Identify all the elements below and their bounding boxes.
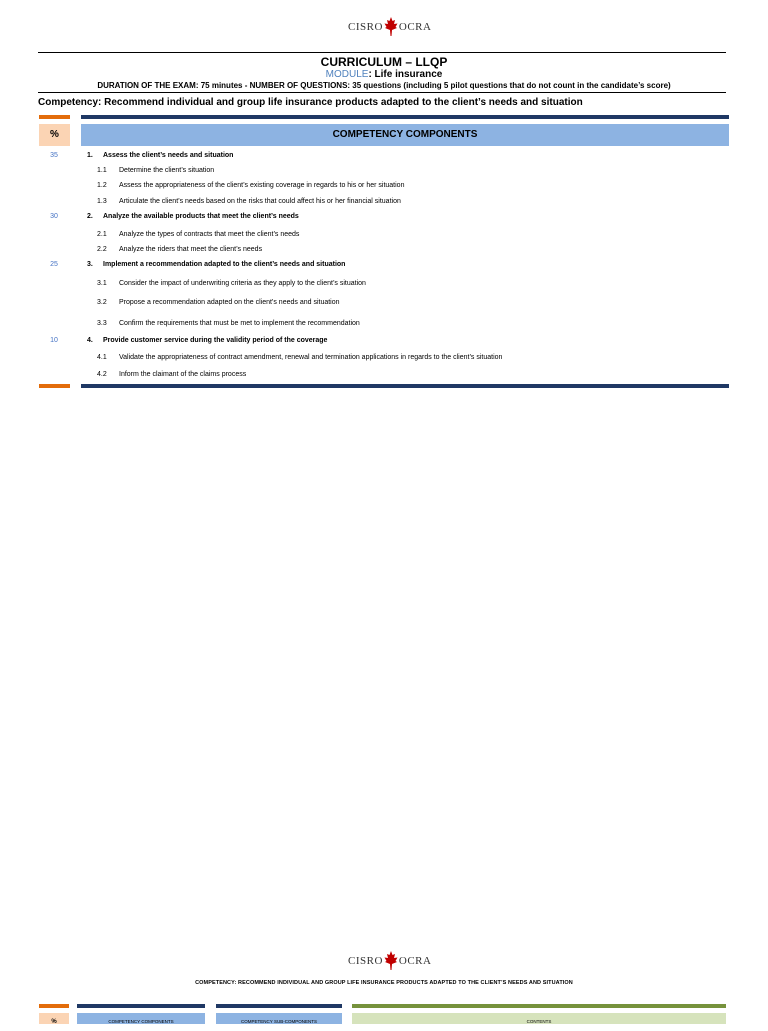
subcomponent-number: 4.1 bbox=[97, 354, 107, 361]
components-header: COMPETENCY COMPONENTS bbox=[81, 124, 729, 146]
subcomponent-number: 1.3 bbox=[97, 198, 107, 205]
pct-column-top-bar bbox=[39, 115, 70, 119]
component-number: 3. bbox=[87, 261, 93, 268]
logo bbox=[348, 17, 431, 37]
component-row bbox=[87, 213, 299, 220]
component-weight: 30 bbox=[50, 213, 58, 220]
page2-competency-statement: COMPETENCY: RECOMMEND INDIVIDUAL AND GROUP LIFE INSURANCE PRODUCTS ADAPTED TO THE CLIENT’S NEEDS AND SITUATION bbox=[195, 980, 573, 986]
page2-contents-header: CONTENTS bbox=[352, 1013, 726, 1024]
subcomponent-number: 3.2 bbox=[97, 299, 107, 306]
logo-text-left: CISRO bbox=[348, 955, 383, 967]
subcomponent-label: Analyze the riders that meet the client’s needs bbox=[119, 246, 263, 253]
subcomponent-number: 4.2 bbox=[97, 371, 107, 378]
subcomponent-row bbox=[97, 299, 340, 306]
subcomponent-label: Assess the appropriateness of the client’s existing coverage in regards to his or her situation bbox=[119, 182, 405, 189]
module-line bbox=[0, 69, 768, 80]
subcomponent-row bbox=[97, 167, 214, 174]
subcomponent-row bbox=[97, 320, 360, 327]
subcomponent-row bbox=[97, 246, 262, 253]
component-label: Analyze the available products that meet the client’s needs bbox=[103, 213, 299, 220]
page2-contents-bar bbox=[352, 1004, 726, 1008]
component-weight: 35 bbox=[50, 152, 58, 159]
subcomponent-label: Propose a recommendation adapted on the client’s needs and situation bbox=[119, 299, 340, 306]
competency-statement: Competency: Recommend individual and group life insurance products adapted to the client’s needs and situation bbox=[38, 97, 583, 108]
subcomponent-number: 2.2 bbox=[97, 246, 107, 253]
subcomponent-number: 1.2 bbox=[97, 182, 107, 189]
subcomponent-number: 3.3 bbox=[97, 320, 107, 327]
logo-text-left: CISRO bbox=[348, 21, 383, 33]
page-title: CURRICULUM – LLQP bbox=[320, 55, 448, 69]
page2-pct-header: % bbox=[39, 1013, 69, 1024]
component-number: 1. bbox=[87, 152, 93, 159]
component-number: 4. bbox=[87, 337, 93, 344]
component-row bbox=[87, 337, 327, 344]
module-value: : Life insurance bbox=[368, 69, 443, 80]
components-column-bottom-bar bbox=[81, 384, 729, 388]
page2-components-header: COMPETENCY COMPONENTS bbox=[77, 1013, 205, 1024]
component-label: Implement a recommendation adapted to the client’s needs and situation bbox=[103, 261, 346, 268]
header-bottom-rule bbox=[38, 92, 726, 93]
subcomponent-label: Articulate the client’s needs based on the risks that could affect his or her financial situation bbox=[119, 198, 401, 205]
subcomponent-label: Confirm the requirements that must be met to implement the recommendation bbox=[119, 320, 360, 327]
subcomponent-label: Analyze the types of contracts that meet the client’s needs bbox=[119, 231, 300, 238]
page2-subcomponents-bar bbox=[216, 1004, 342, 1008]
pct-header: % bbox=[39, 124, 70, 146]
component-weight: 25 bbox=[50, 261, 58, 268]
logo-page2 bbox=[348, 951, 431, 971]
subcomponent-number: 1.1 bbox=[97, 167, 107, 174]
subcomponent-label: Inform the claimant of the claims process bbox=[119, 371, 247, 378]
maple-leaf-icon bbox=[384, 17, 398, 37]
component-label: Assess the client’s needs and situation bbox=[103, 152, 234, 159]
component-label: Provide customer service during the validity period of the coverage bbox=[103, 337, 328, 344]
subcomponent-row bbox=[97, 354, 502, 361]
subcomponent-label: Consider the impact of underwriting criteria as they apply to the client’s situation bbox=[119, 280, 366, 287]
subcomponent-row bbox=[97, 371, 246, 378]
subcomponent-number: 2.1 bbox=[97, 231, 107, 238]
component-row bbox=[87, 261, 345, 268]
component-weight: 10 bbox=[50, 337, 58, 344]
subcomponent-row bbox=[97, 198, 401, 205]
exam-duration: DURATION OF THE EXAM: 75 minutes - NUMBER OF QUESTIONS: 35 questions (including 5 pilot questions that do not count in the candidate’s score) bbox=[97, 81, 671, 90]
pct-column-bottom-bar bbox=[39, 384, 70, 388]
component-row bbox=[87, 152, 233, 159]
subcomponent-row bbox=[97, 182, 404, 189]
subcomponent-number: 3.1 bbox=[97, 280, 107, 287]
subcomponent-row bbox=[97, 280, 366, 287]
page2-pct-bar bbox=[39, 1004, 69, 1008]
subcomponent-row bbox=[97, 231, 299, 238]
component-number: 2. bbox=[87, 213, 93, 220]
subcomponent-label: Determine the client’s situation bbox=[119, 167, 215, 174]
components-column-top-bar bbox=[81, 115, 729, 119]
page2-subcomponents-header: COMPETENCY SUB-COMPONENTS bbox=[216, 1013, 342, 1024]
logo-text-right: OCRA bbox=[398, 21, 432, 33]
logo-text-right: OCRA bbox=[398, 955, 432, 967]
module-label: MODULE bbox=[325, 69, 369, 80]
page2-components-bar bbox=[77, 1004, 205, 1008]
header-top-rule bbox=[38, 52, 726, 53]
maple-leaf-icon bbox=[384, 951, 398, 971]
subcomponent-label: Validate the appropriateness of contract amendment, renewal and termination applications in regards to the client’s situation bbox=[119, 354, 503, 361]
